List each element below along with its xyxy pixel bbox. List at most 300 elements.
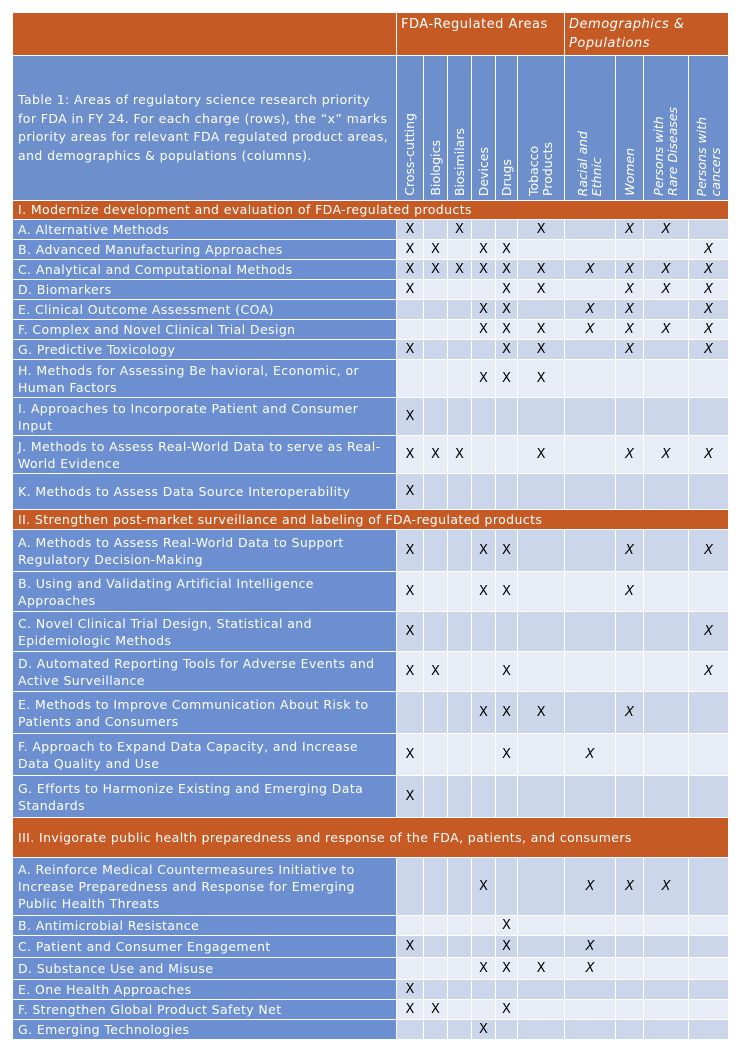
column-header-label: Persons with cancers: [693, 116, 723, 196]
mark-cell: [644, 776, 689, 818]
mark-cell: X: [424, 1000, 448, 1020]
mark-cell: X: [397, 1000, 424, 1020]
mark-cell: X: [496, 280, 518, 300]
column-header-label: Racial and Ethnic: [575, 130, 605, 196]
table-row: [13, 936, 729, 958]
mark-cell: [689, 692, 729, 734]
mark-cell: [644, 398, 689, 436]
mark-cell: [496, 220, 518, 240]
mark-cell: X: [644, 436, 689, 474]
mark-cell: [644, 360, 689, 398]
table-row: [13, 436, 729, 474]
mark-cell: [565, 652, 616, 692]
column-header: [518, 56, 565, 201]
mark-cell: [496, 398, 518, 436]
mark-cell: X: [689, 340, 729, 360]
mark-cell: [565, 240, 616, 260]
mark-cell: [424, 936, 448, 958]
mark-cell: [565, 220, 616, 240]
mark-cell: X: [689, 652, 729, 692]
mark-cell: X: [424, 652, 448, 692]
mark-cell: X: [496, 692, 518, 734]
row-label: A. Alternative Methods: [13, 220, 397, 240]
row-label: I. Approaches to Incorporate Patient and Consumer Input: [13, 398, 397, 436]
mark-cell: X: [496, 260, 518, 280]
section-header-row: [13, 818, 729, 858]
section-title: I. Modernize development and evaluation of FDA-regulated products: [13, 201, 729, 220]
column-header-label: Tobacco Products: [526, 142, 556, 196]
row-label: F. Strengthen Global Product Safety Net: [13, 1000, 397, 1020]
mark-cell: [448, 280, 472, 300]
row-label: D. Biomarkers: [13, 280, 397, 300]
row-label: B. Advanced Manufacturing Approaches: [13, 240, 397, 260]
mark-cell: [424, 980, 448, 1000]
mark-cell: [448, 692, 472, 734]
mark-cell: [616, 916, 644, 936]
mark-cell: [424, 916, 448, 936]
mark-cell: X: [565, 300, 616, 320]
mark-cell: X: [472, 858, 496, 916]
mark-cell: X: [472, 572, 496, 612]
column-header: [448, 56, 472, 201]
mark-cell: X: [472, 300, 496, 320]
column-header: [496, 56, 518, 201]
column-header: [644, 56, 689, 201]
mark-cell: X: [689, 436, 729, 474]
mark-cell: [689, 1020, 729, 1040]
mark-cell: [448, 240, 472, 260]
mark-cell: X: [496, 652, 518, 692]
mark-cell: [616, 652, 644, 692]
mark-cell: X: [397, 652, 424, 692]
mark-cell: [472, 652, 496, 692]
section-header-row: [13, 201, 729, 220]
mark-cell: [448, 1000, 472, 1020]
mark-cell: [424, 530, 448, 572]
mark-cell: X: [496, 572, 518, 612]
mark-cell: [472, 436, 496, 474]
mark-cell: [424, 398, 448, 436]
row-label: C. Novel Clinical Trial Design, Statistical and Epidemiologic Methods: [13, 612, 397, 652]
mark-cell: X: [689, 280, 729, 300]
mark-cell: X: [424, 260, 448, 280]
table-row: [13, 280, 729, 300]
mark-cell: [565, 436, 616, 474]
row-label: D. Automated Reporting Tools for Adverse Events and Active Surveillance: [13, 652, 397, 692]
mark-cell: [472, 220, 496, 240]
mark-cell: X: [565, 858, 616, 916]
column-header: [397, 56, 424, 201]
mark-cell: X: [397, 734, 424, 776]
mark-cell: [616, 734, 644, 776]
mark-cell: [448, 398, 472, 436]
mark-cell: X: [689, 260, 729, 280]
row-label: C. Patient and Consumer Engagement: [13, 936, 397, 958]
row-label: F. Complex and Novel Clinical Trial Design: [13, 320, 397, 340]
mark-cell: [424, 572, 448, 612]
column-header-label: Biologics: [427, 140, 443, 196]
mark-cell: X: [518, 958, 565, 980]
mark-cell: [689, 360, 729, 398]
mark-cell: [644, 612, 689, 652]
mark-cell: [565, 692, 616, 734]
table-row: [13, 1000, 729, 1020]
mark-cell: X: [472, 320, 496, 340]
mark-cell: [565, 1000, 616, 1020]
mark-cell: X: [397, 340, 424, 360]
mark-cell: [689, 980, 729, 1000]
mark-cell: X: [518, 280, 565, 300]
mark-cell: X: [496, 360, 518, 398]
mark-cell: [397, 300, 424, 320]
row-label: G. Efforts to Harmonize Existing and Emerging Data Standards: [13, 776, 397, 818]
mark-cell: X: [565, 320, 616, 340]
column-header: [472, 56, 496, 201]
mark-cell: X: [496, 240, 518, 260]
section-title: II. Strengthen post-market surveillance and labeling of FDA-regulated products: [13, 510, 729, 530]
mark-cell: [565, 1020, 616, 1040]
mark-cell: X: [518, 340, 565, 360]
row-label: E. Methods to Improve Communication About Risk to Patients and Consumers: [13, 692, 397, 734]
table-caption: Table 1: Areas of regulatory science research priority for FDA in FY 24. For each charge (rows), the “x” marks priority areas for relevant FDA regulated product areas, and demographics & populations (columns).: [13, 56, 397, 201]
mark-cell: X: [448, 220, 472, 240]
mark-cell: X: [397, 280, 424, 300]
mark-cell: X: [616, 530, 644, 572]
mark-cell: [448, 776, 472, 818]
mark-cell: [448, 572, 472, 612]
mark-cell: [644, 936, 689, 958]
mark-cell: [424, 612, 448, 652]
mark-cell: [424, 734, 448, 776]
mark-cell: [472, 916, 496, 936]
mark-cell: [616, 1000, 644, 1020]
table-row: [13, 474, 729, 510]
mark-cell: X: [518, 360, 565, 398]
mark-cell: [472, 936, 496, 958]
mark-cell: [565, 572, 616, 612]
mark-cell: [644, 958, 689, 980]
mark-cell: [448, 916, 472, 936]
mark-cell: [518, 300, 565, 320]
mark-cell: [472, 280, 496, 300]
mark-cell: [616, 398, 644, 436]
mark-cell: [448, 320, 472, 340]
mark-cell: [616, 474, 644, 510]
mark-cell: [689, 734, 729, 776]
mark-cell: [424, 1020, 448, 1040]
mark-cell: X: [689, 530, 729, 572]
mark-cell: [518, 936, 565, 958]
row-label: G. Emerging Technologies: [13, 1020, 397, 1040]
mark-cell: [448, 530, 472, 572]
mark-cell: [397, 692, 424, 734]
column-header-label: Cross-cutting: [402, 113, 417, 196]
mark-cell: [424, 280, 448, 300]
table-row: [13, 220, 729, 240]
mark-cell: X: [496, 1000, 518, 1020]
mark-cell: [689, 958, 729, 980]
mark-cell: X: [448, 260, 472, 280]
group-fda-regulated-areas: FDA-Regulated Areas: [397, 13, 565, 56]
mark-cell: X: [472, 692, 496, 734]
mark-cell: X: [518, 320, 565, 340]
mark-cell: [689, 1000, 729, 1020]
mark-cell: X: [496, 936, 518, 958]
mark-cell: X: [616, 340, 644, 360]
mark-cell: [644, 692, 689, 734]
mark-cell: [397, 858, 424, 916]
mark-cell: X: [616, 858, 644, 916]
mark-cell: X: [616, 436, 644, 474]
mark-cell: X: [616, 280, 644, 300]
mark-cell: [518, 474, 565, 510]
table-row: [13, 530, 729, 572]
mark-cell: [448, 958, 472, 980]
mark-cell: [518, 776, 565, 818]
table-row: [13, 858, 729, 916]
mark-cell: X: [472, 360, 496, 398]
table-row: [13, 300, 729, 320]
table-row: [13, 340, 729, 360]
mark-cell: [518, 1000, 565, 1020]
mark-cell: [565, 360, 616, 398]
mark-cell: [518, 572, 565, 612]
mark-cell: X: [565, 734, 616, 776]
mark-cell: [472, 1000, 496, 1020]
mark-cell: X: [397, 572, 424, 612]
mark-cell: [472, 980, 496, 1000]
mark-cell: [689, 916, 729, 936]
table-row: [13, 240, 729, 260]
mark-cell: [565, 776, 616, 818]
mark-cell: [496, 436, 518, 474]
column-header: [565, 56, 616, 201]
mark-cell: X: [496, 958, 518, 980]
mark-cell: [424, 858, 448, 916]
mark-cell: [472, 474, 496, 510]
mark-cell: [689, 858, 729, 916]
mark-cell: [448, 652, 472, 692]
mark-cell: [448, 858, 472, 916]
mark-cell: X: [689, 320, 729, 340]
row-label: D. Substance Use and Misuse: [13, 958, 397, 980]
mark-cell: [644, 652, 689, 692]
mark-cell: X: [518, 692, 565, 734]
mark-cell: [472, 612, 496, 652]
mark-cell: X: [472, 240, 496, 260]
table-row: [13, 360, 729, 398]
mark-cell: X: [689, 240, 729, 260]
header-spacer: [13, 13, 397, 56]
mark-cell: X: [518, 220, 565, 240]
mark-cell: [424, 320, 448, 340]
mark-cell: [644, 300, 689, 320]
table-row: [13, 398, 729, 436]
mark-cell: [424, 474, 448, 510]
mark-cell: [472, 776, 496, 818]
mark-cell: X: [397, 220, 424, 240]
column-header: [689, 56, 729, 201]
table-row: [13, 572, 729, 612]
row-label: A. Reinforce Medical Countermeasures Initiative to Increase Preparedness and Response for Emerging Public Health Threats: [13, 858, 397, 916]
mark-cell: X: [397, 240, 424, 260]
mark-cell: [616, 1020, 644, 1040]
mark-cell: X: [644, 858, 689, 916]
row-label: B. Antimicrobial Resistance: [13, 916, 397, 936]
mark-cell: [397, 320, 424, 340]
mark-cell: [565, 280, 616, 300]
mark-cell: [689, 220, 729, 240]
mark-cell: [472, 734, 496, 776]
row-label: J. Methods to Assess Real-World Data to serve as Real-World Evidence: [13, 436, 397, 474]
mark-cell: [397, 1020, 424, 1040]
mark-cell: [565, 398, 616, 436]
table-row: [13, 260, 729, 280]
table-row: [13, 958, 729, 980]
mark-cell: X: [448, 436, 472, 474]
mark-cell: [518, 916, 565, 936]
mark-cell: X: [689, 300, 729, 320]
mark-cell: X: [518, 436, 565, 474]
mark-cell: X: [496, 340, 518, 360]
column-header-label: Drugs: [498, 158, 514, 196]
table-row: [13, 776, 729, 818]
mark-cell: X: [565, 936, 616, 958]
mark-cell: [518, 612, 565, 652]
mark-cell: [472, 340, 496, 360]
mark-cell: [448, 980, 472, 1000]
table-row: [13, 320, 729, 340]
mark-cell: X: [616, 300, 644, 320]
mark-cell: [424, 340, 448, 360]
mark-cell: [565, 612, 616, 652]
table-row: [13, 980, 729, 1000]
mark-cell: X: [496, 300, 518, 320]
column-header: [424, 56, 448, 201]
mark-cell: [448, 612, 472, 652]
mark-cell: [518, 734, 565, 776]
mark-cell: [448, 1020, 472, 1040]
mark-cell: X: [616, 260, 644, 280]
mark-cell: [644, 916, 689, 936]
mark-cell: [424, 776, 448, 818]
table-row: [13, 652, 729, 692]
row-label: G. Predictive Toxicology: [13, 340, 397, 360]
mark-cell: [496, 776, 518, 818]
mark-cell: X: [397, 980, 424, 1000]
mark-cell: [644, 474, 689, 510]
column-header-label: Biosimilars: [451, 127, 467, 196]
mark-cell: [397, 360, 424, 398]
section-title: III. Invigorate public health preparedness and response of the FDA, patients, and consumers: [13, 818, 729, 858]
mark-cell: [496, 858, 518, 916]
row-label: C. Analytical and Computational Methods: [13, 260, 397, 280]
mark-cell: X: [496, 734, 518, 776]
mark-cell: [424, 220, 448, 240]
mark-cell: X: [518, 260, 565, 280]
mark-cell: [565, 530, 616, 572]
mark-cell: [644, 340, 689, 360]
mark-cell: [518, 858, 565, 916]
mark-cell: [644, 734, 689, 776]
mark-cell: [518, 652, 565, 692]
mark-cell: X: [616, 692, 644, 734]
mark-cell: [565, 916, 616, 936]
mark-cell: [496, 474, 518, 510]
mark-cell: [616, 360, 644, 398]
mark-cell: [689, 474, 729, 510]
mark-cell: [689, 776, 729, 818]
mark-cell: [644, 980, 689, 1000]
table-row: [13, 612, 729, 652]
mark-cell: X: [644, 280, 689, 300]
column-header-label: Persons with Rare Diseases: [651, 107, 681, 196]
mark-cell: X: [397, 260, 424, 280]
mark-cell: [397, 958, 424, 980]
mark-cell: [448, 300, 472, 320]
mark-cell: X: [644, 260, 689, 280]
mark-cell: X: [472, 260, 496, 280]
mark-cell: [448, 340, 472, 360]
mark-cell: [616, 240, 644, 260]
mark-cell: X: [397, 612, 424, 652]
mark-cell: X: [424, 240, 448, 260]
mark-cell: [448, 360, 472, 398]
mark-cell: [448, 474, 472, 510]
mark-cell: X: [644, 220, 689, 240]
row-label: H. Methods for Assessing Be havioral, Economic, or Human Factors: [13, 360, 397, 398]
mark-cell: [689, 936, 729, 958]
table-row: [13, 1020, 729, 1040]
mark-cell: X: [496, 320, 518, 340]
row-label: E. One Health Approaches: [13, 980, 397, 1000]
mark-cell: [616, 776, 644, 818]
mark-cell: [397, 916, 424, 936]
mark-cell: [448, 734, 472, 776]
column-header-label: Devices: [475, 146, 491, 196]
mark-cell: [518, 1020, 565, 1040]
mark-cell: X: [565, 958, 616, 980]
mark-cell: [689, 398, 729, 436]
mark-cell: [424, 360, 448, 398]
row-label: K. Methods to Assess Data Source Interoperability: [13, 474, 397, 510]
table-row: [13, 734, 729, 776]
column-header: [616, 56, 644, 201]
mark-cell: X: [397, 936, 424, 958]
mark-cell: X: [424, 436, 448, 474]
row-label: A. Methods to Assess Real-World Data to Support Regulatory Decision-Making: [13, 530, 397, 572]
mark-cell: [689, 572, 729, 612]
mark-cell: [565, 340, 616, 360]
mark-cell: [424, 692, 448, 734]
row-label: B. Using and Validating Artificial Intelligence Approaches: [13, 572, 397, 612]
mark-cell: [616, 936, 644, 958]
mark-cell: [565, 980, 616, 1000]
mark-cell: [644, 1020, 689, 1040]
mark-cell: [424, 300, 448, 320]
mark-cell: [644, 1000, 689, 1020]
group-demographics-populations: Demographics & Populations: [565, 13, 729, 56]
mark-cell: [496, 612, 518, 652]
mark-cell: X: [616, 320, 644, 340]
mark-cell: [644, 572, 689, 612]
column-header-label: Women: [621, 148, 637, 196]
mark-cell: [518, 980, 565, 1000]
row-label: E. Clinical Outcome Assessment (COA): [13, 300, 397, 320]
mark-cell: X: [397, 776, 424, 818]
mark-cell: [518, 398, 565, 436]
mark-cell: X: [472, 1020, 496, 1040]
